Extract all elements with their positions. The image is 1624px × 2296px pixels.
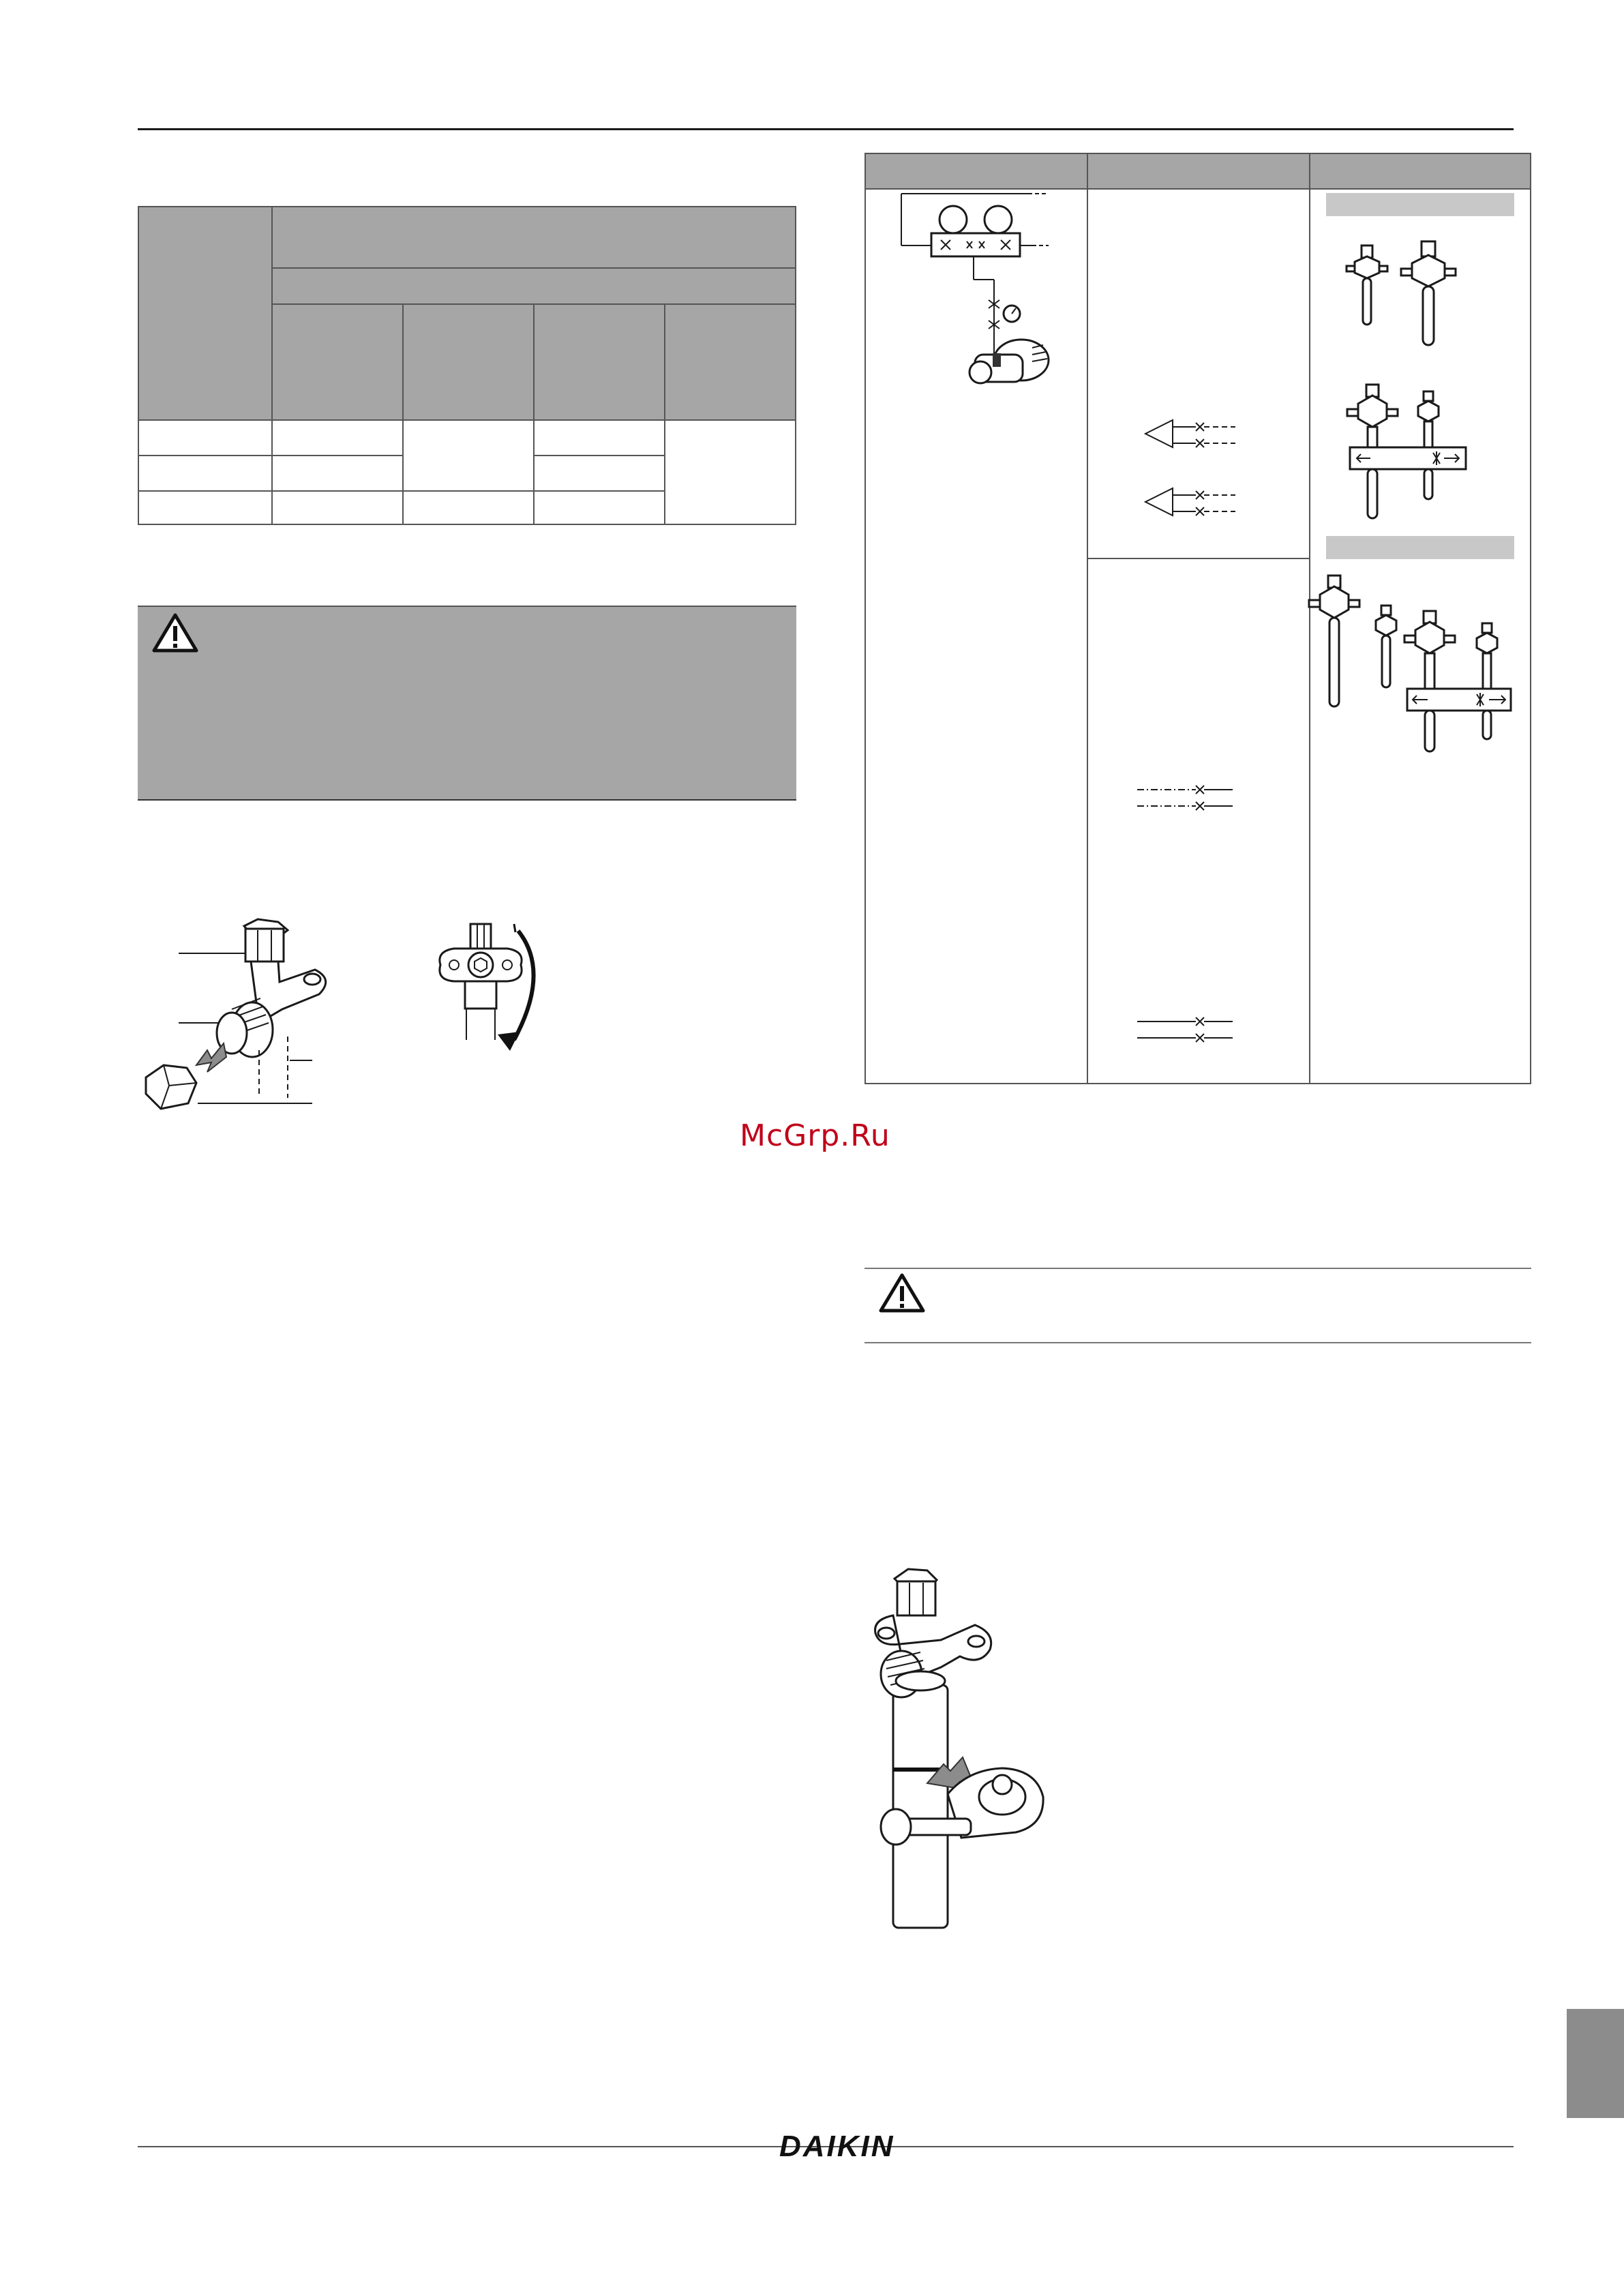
- table-cell-merged: [664, 419, 796, 525]
- stop-valve-cap-illustration: [136, 914, 327, 1125]
- pipe-cutter-illustration: [866, 1565, 1070, 1933]
- table-header-mid: [271, 267, 796, 305]
- table-header-col-2: [1087, 153, 1310, 190]
- table-cell: [533, 455, 665, 492]
- method-a-symbol-2: [1145, 486, 1241, 526]
- table-cell: [138, 455, 273, 492]
- stop-valves-bracket-illustration: [1342, 382, 1485, 525]
- caution-top-rule: [864, 1268, 1531, 1269]
- table-cell-merged: [402, 419, 535, 492]
- table-header-col-2: [402, 303, 535, 421]
- table-header-rowspan: [138, 206, 273, 421]
- method-a-symbol-1: [1145, 417, 1241, 458]
- table-cell: [271, 455, 404, 492]
- top-rule: [138, 128, 1514, 130]
- table-cell: [533, 490, 665, 525]
- caution-box: [138, 606, 796, 801]
- table-cell: [271, 490, 404, 525]
- stop-valves-pair-illustration: [1347, 239, 1469, 348]
- side-tab: [1567, 2009, 1624, 2118]
- method-b-symbol-1: [1137, 786, 1239, 813]
- table-cell: [533, 419, 665, 456]
- watermark-text: McGrp.Ru: [740, 1118, 890, 1153]
- vacuum-pump-manifold-illustration: [899, 191, 1055, 396]
- table-header-top: [271, 206, 796, 269]
- warning-triangle-icon: [878, 1272, 926, 1313]
- table-header-col-4: [664, 303, 796, 421]
- figure-label-bar-top: [1326, 193, 1514, 216]
- table-cell: [138, 490, 273, 525]
- table-header-col-3: [1309, 153, 1531, 190]
- figure-label-bar-bottom: [1326, 536, 1514, 559]
- warning-triangle-icon: [151, 612, 199, 653]
- table-cell: [402, 490, 535, 525]
- daikin-logo: DAIKIN: [779, 2130, 895, 2163]
- stop-valves-double-illustration: [1304, 573, 1515, 757]
- table-cell: [271, 419, 404, 456]
- table-header-col-1: [271, 303, 404, 421]
- table-cell: [138, 419, 273, 456]
- table-header-col-1: [864, 153, 1088, 190]
- valve-open-rotation-illustration: [430, 917, 559, 1054]
- table-cell-method-b: [1087, 558, 1310, 1084]
- method-b-symbol-2: [1137, 1017, 1239, 1045]
- table-header-col-3: [533, 303, 665, 421]
- caution-bottom-rule: [864, 1342, 1531, 1343]
